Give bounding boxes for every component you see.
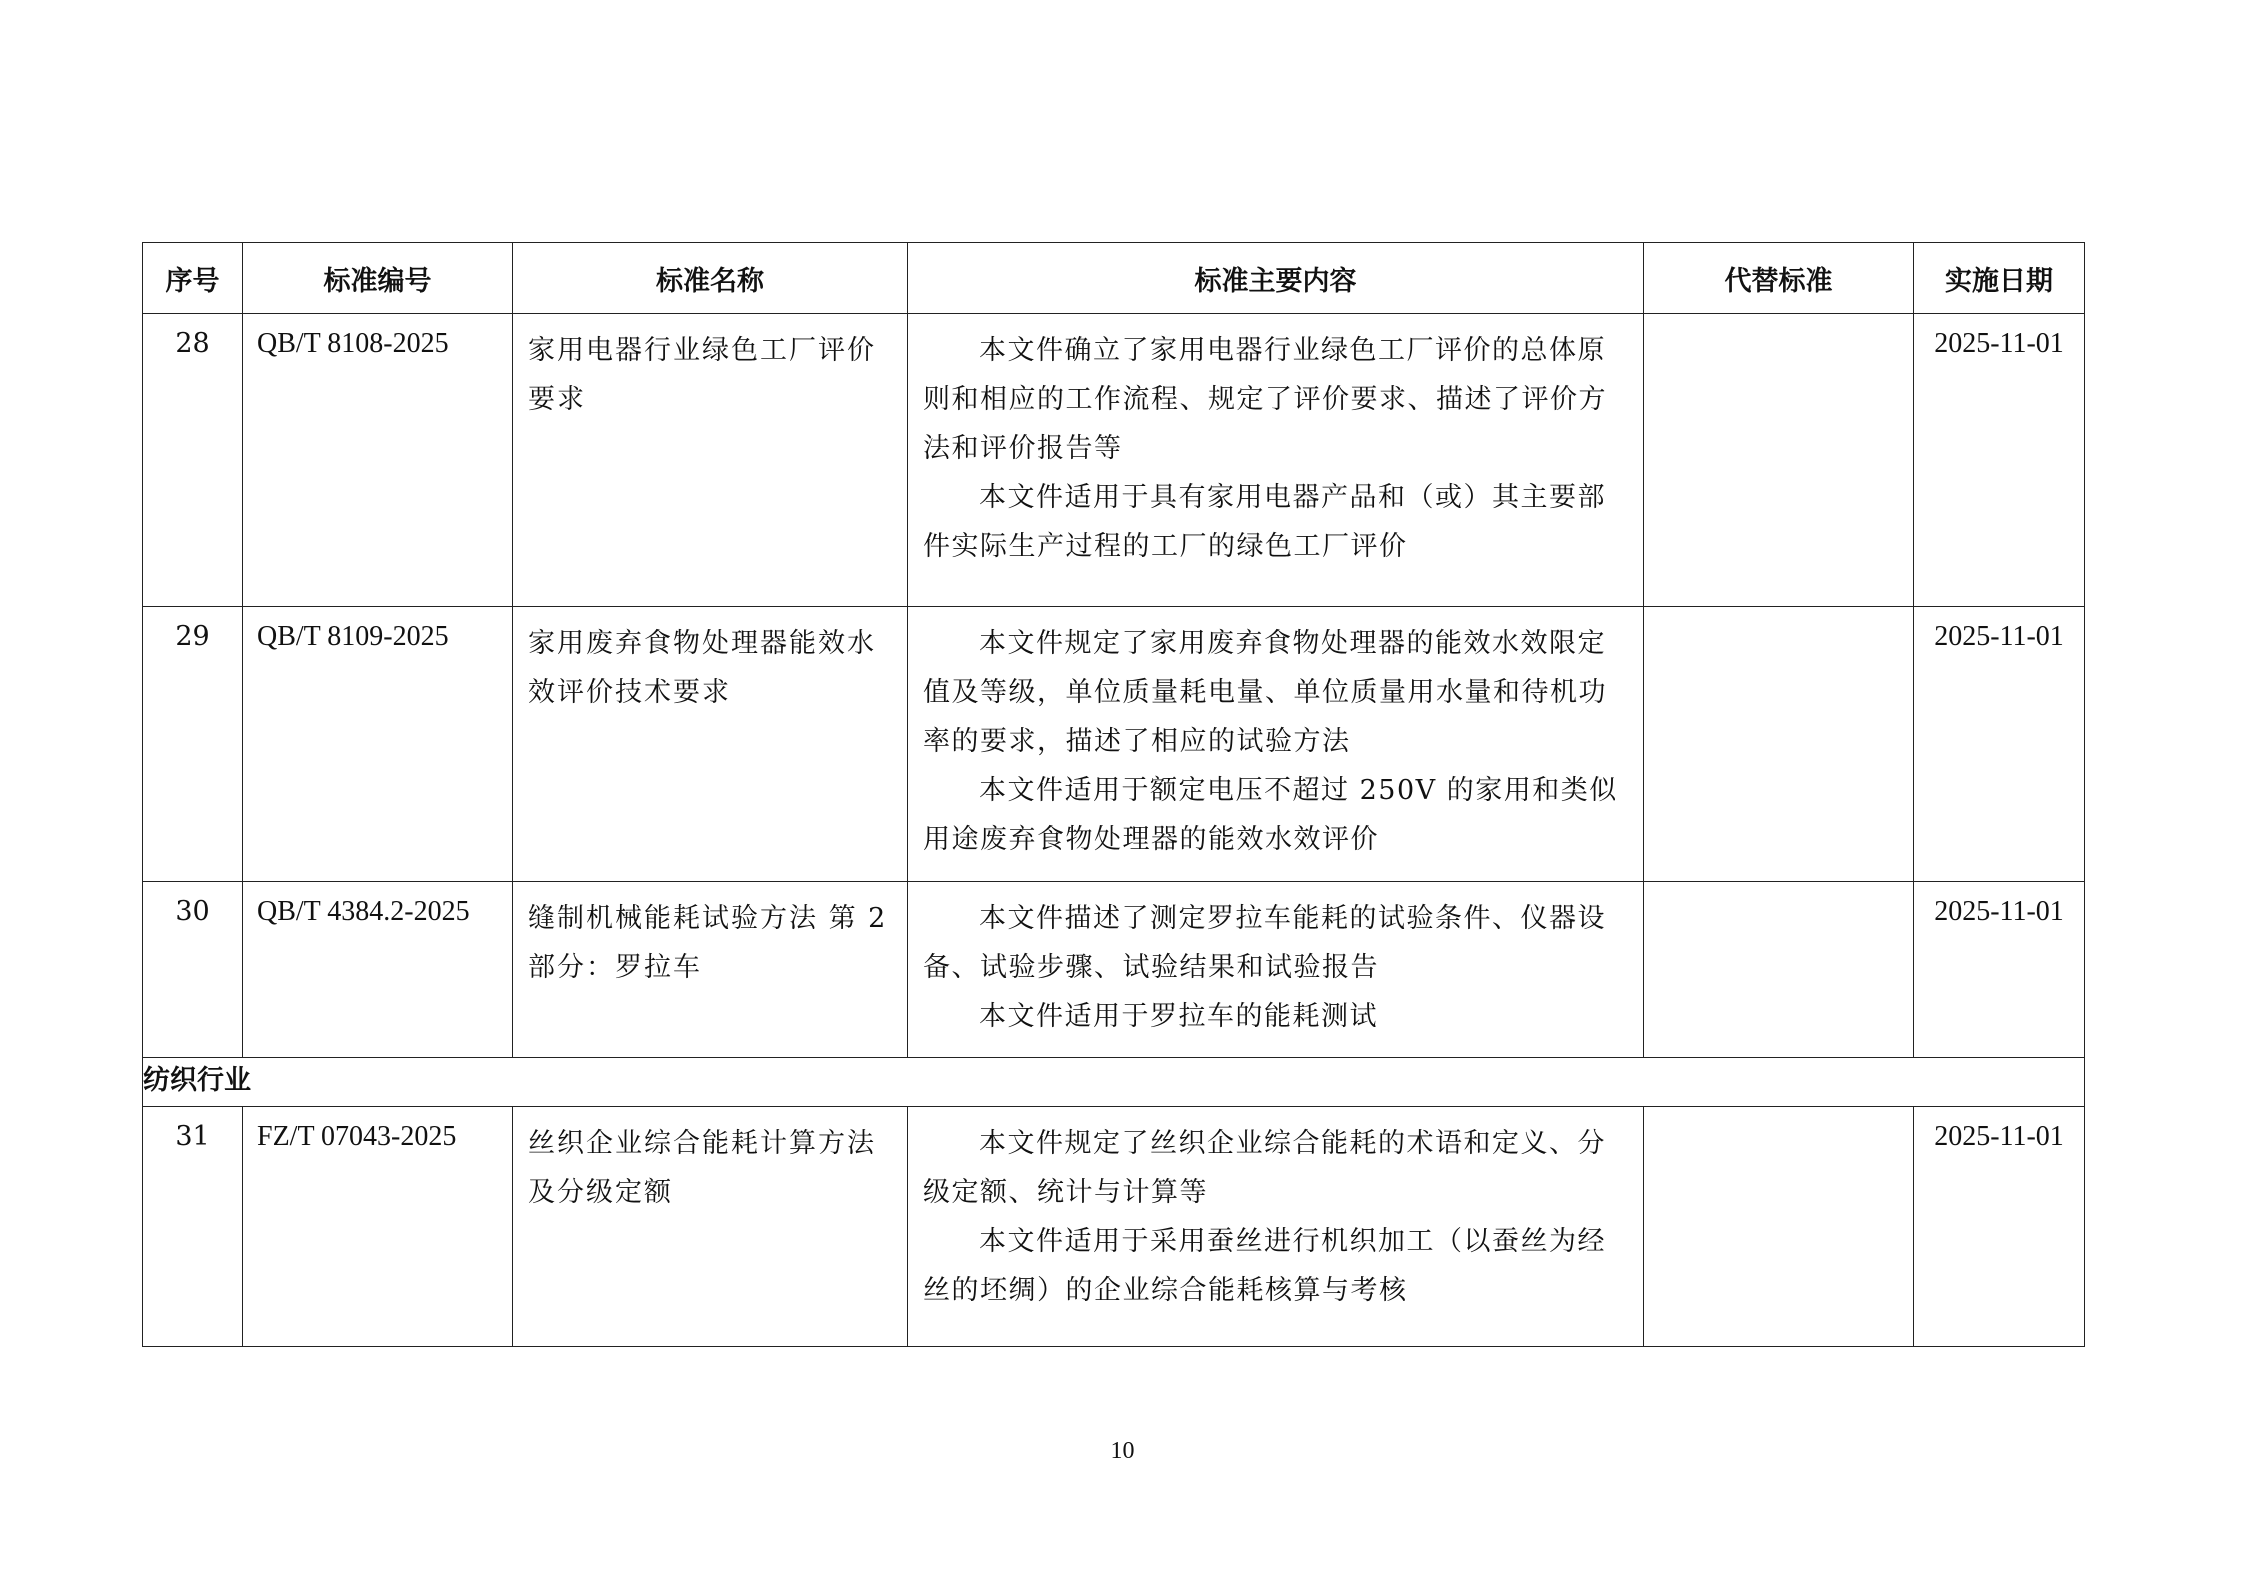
row-replaces — [1644, 314, 1914, 607]
table-row — [143, 1107, 2085, 1347]
content-paragraph: 本文件适用于额定电压不超过 250V 的家用和类似用途废弃食物处理器的能效水效评价 — [923, 775, 1618, 855]
row-date: 2025-11-01 — [1914, 607, 2085, 882]
section-title: 纺织行业 — [143, 1058, 2085, 1107]
row-date: 2025-11-01 — [1914, 314, 2085, 607]
row-content — [908, 607, 1644, 882]
table-header-row — [143, 243, 2085, 314]
row-code: FZ/T 07043-2025 — [243, 1107, 513, 1347]
page-number: 10 — [1110, 1438, 1135, 1464]
table-row — [143, 882, 2085, 1058]
row-date: 2025-11-01 — [1914, 882, 2085, 1058]
content-paragraph: 本文件适用于罗拉车的能耗测试 — [979, 1001, 1378, 1032]
header-code: 标准编号 — [243, 243, 513, 314]
row-no: 31 — [143, 1107, 243, 1347]
header-replaces: 代替标准 — [1644, 243, 1914, 314]
content-paragraph: 本文件适用于采用蚕丝进行机织加工（以蚕丝为经丝的坯绸）的企业综合能耗核算与考核 — [923, 1226, 1606, 1306]
header-date: 实施日期 — [1914, 243, 2085, 314]
header-name: 标准名称 — [513, 243, 908, 314]
header-no: 序号 — [143, 243, 243, 314]
standards-table — [142, 242, 2085, 1347]
row-code: QB/T 8108-2025 — [243, 314, 513, 607]
row-name: 缝制机械能耗试验方法 第 2 部分：罗拉车 — [513, 882, 908, 1058]
row-name: 家用废弃食物处理器能效水效评价技术要求 — [513, 607, 908, 882]
row-replaces — [1644, 607, 1914, 882]
row-no: 29 — [143, 607, 243, 882]
content-paragraph: 本文件确立了家用电器行业绿色工厂评价的总体原则和相应的工作流程、规定了评价要求、描述了评价方法和评价报告等 — [923, 335, 1607, 464]
content-paragraph: 本文件规定了家用废弃食物处理器的能效水效限定值及等级，单位质量耗电量、单位质量用水量和待机功率的要求，描述了相应的试验方法 — [923, 628, 1607, 757]
row-code: QB/T 8109-2025 — [243, 607, 513, 882]
section-row — [143, 1058, 2085, 1107]
row-content — [908, 882, 1644, 1058]
content-paragraph: 本文件描述了测定罗拉车能耗的试验条件、仪器设备、试验步骤、试验结果和试验报告 — [923, 903, 1606, 983]
row-replaces — [1644, 1107, 1914, 1347]
table-row — [143, 314, 2085, 607]
content-paragraph: 本文件规定了丝织企业综合能耗的术语和定义、分级定额、统计与计算等 — [923, 1128, 1606, 1208]
row-content — [908, 314, 1644, 607]
header-content: 标准主要内容 — [908, 243, 1644, 314]
row-name: 家用电器行业绿色工厂评价要求 — [513, 314, 908, 607]
row-no: 30 — [143, 882, 243, 1058]
table-row — [143, 607, 2085, 882]
row-no: 28 — [143, 314, 243, 607]
row-name: 丝织企业综合能耗计算方法及分级定额 — [513, 1107, 908, 1347]
content-paragraph: 本文件适用于具有家用电器产品和（或）其主要部件实际生产过程的工厂的绿色工厂评价 — [923, 482, 1606, 562]
row-content — [908, 1107, 1644, 1347]
row-date: 2025-11-01 — [1914, 1107, 2085, 1347]
row-code: QB/T 4384.2-2025 — [243, 882, 513, 1058]
row-replaces — [1644, 882, 1914, 1058]
